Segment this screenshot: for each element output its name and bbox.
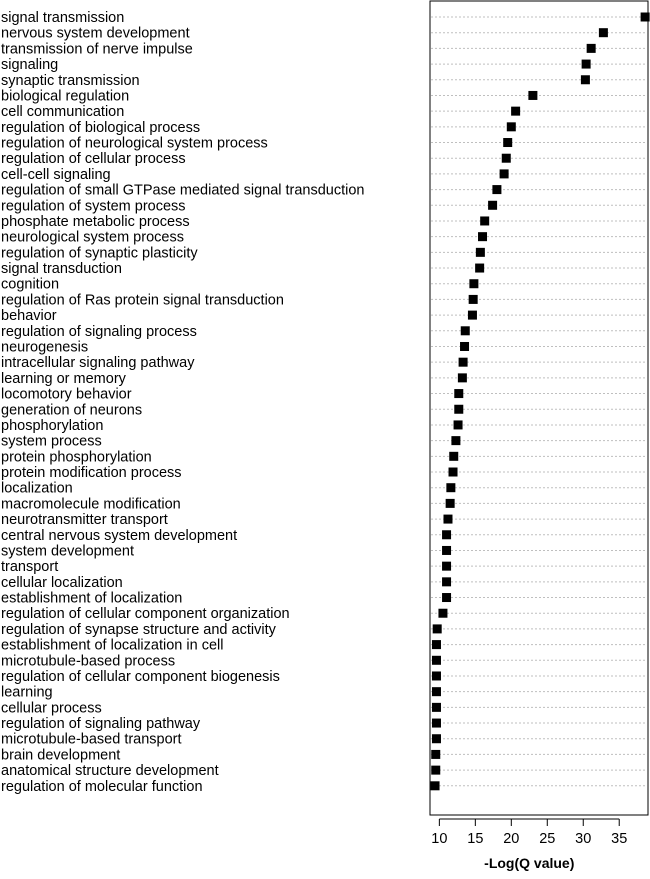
category-label: phosphorylation [1,417,104,434]
data-point [582,60,591,69]
category-label: regulation of synaptic plasticity [1,245,198,262]
category-label: regulation of neurological system process [1,135,268,152]
category-label: protein modification process [1,465,182,482]
data-point [454,405,463,414]
x-axis-title: -Log(Q value) [484,855,575,871]
category-label: protein phosphorylation [1,449,152,466]
data-point [476,248,485,257]
data-point [432,719,441,728]
category-label: learning [1,684,53,701]
data-point [458,373,467,382]
category-label: intracellular signaling pathway [1,355,195,372]
data-point [431,750,440,759]
x-axis [431,819,627,847]
data-point [488,201,497,210]
category-label: system development [1,543,134,560]
x-tick-label: 10 [431,831,448,847]
category-label: transport [1,559,59,576]
data-point [431,781,440,790]
category-label: establishment of localization [1,590,183,607]
category-label: cellular process [1,700,102,717]
data-point [443,515,452,524]
category-label: regulation of molecular function [1,778,203,795]
data-point [449,452,458,461]
category-label: regulation of biological process [1,119,201,136]
data-point [460,342,469,351]
category-label: synaptic transmission [1,72,140,89]
category-label: neurological system process [1,229,184,246]
category-label: cognition [1,276,60,293]
category-label: establishment of localization in cell [1,637,224,654]
data-point [503,138,512,147]
data-point [446,483,455,492]
category-label: nervous system development [1,25,190,42]
data-point [446,499,455,508]
category-label: regulation of Ras protein signal transduction [1,292,284,309]
data-point [581,75,590,84]
data-point [475,264,484,273]
category-labels [1,10,365,795]
category-label: cell-cell signaling [1,166,111,183]
category-label: microtubule-based process [1,653,176,670]
category-label: regulation of signaling pathway [1,716,201,733]
data-point [502,154,511,163]
data-point [500,169,509,178]
category-label: signal transmission [1,10,125,26]
data-point [442,593,451,602]
category-label: cellular localization [1,574,123,591]
category-label: anatomical structure development [1,763,219,780]
category-label: neurogenesis [1,339,89,356]
category-label: neurotransmitter transport [1,512,168,529]
data-point [449,468,458,477]
x-tick-label: 35 [611,831,628,847]
category-label: system process [1,433,102,450]
data-point [432,734,441,743]
category-label: regulation of cellular component organization [1,606,290,623]
category-label: regulation of signaling process [1,323,197,340]
category-label: regulation of cellular component biogenesis [1,668,280,685]
data-point [641,13,650,22]
data-point [468,311,477,320]
category-label: signal transduction [1,261,122,278]
x-tick-label: 15 [467,831,484,847]
category-label: regulation of cellular process [1,151,186,168]
x-tick-label: 25 [539,831,556,847]
data-point [451,436,460,445]
category-label: signaling [1,57,59,74]
gridlines [431,17,647,786]
data-point [454,389,463,398]
data-point [528,91,537,100]
data-points [431,13,650,791]
category-label: biological regulation [1,88,130,105]
data-point [432,656,441,665]
data-point [480,216,489,225]
data-point [469,295,478,304]
data-point [454,420,463,429]
data-point [432,671,441,680]
data-point [432,703,441,712]
data-point [511,107,520,116]
category-label: transmission of nerve impulse [1,41,193,58]
data-point [492,185,501,194]
category-label: central nervous system development [1,527,238,544]
data-point [507,122,516,131]
category-label: brain development [1,747,121,764]
data-point [478,232,487,241]
data-point [442,546,451,555]
x-tick-label: 30 [575,831,592,847]
category-label: generation of neurons [1,402,143,419]
category-label: regulation of system process [1,198,186,215]
data-point [442,530,451,539]
data-point [469,279,478,288]
data-point [442,577,451,586]
category-label: behavior [1,308,57,325]
data-point [431,766,440,775]
data-point [459,358,468,367]
category-label: localization [1,480,73,497]
category-label: locomotory behavior [1,386,132,403]
category-label: macromolecule modification [1,496,181,513]
category-label: regulation of small GTPase mediated signal transduction [1,182,365,199]
x-tick-label: 20 [503,831,520,847]
data-point [433,624,442,633]
data-point [432,687,441,696]
category-label: cell communication [1,104,125,121]
data-point [438,609,447,618]
category-label: microtubule-based transport [1,731,182,748]
data-point [442,562,451,571]
data-point [587,44,596,53]
category-label: regulation of synapse structure and activity [1,621,276,638]
data-point [599,28,608,37]
data-point [432,640,441,649]
data-point [461,326,470,335]
category-label: phosphate metabolic process [1,213,190,230]
category-label: learning or memory [1,370,126,387]
